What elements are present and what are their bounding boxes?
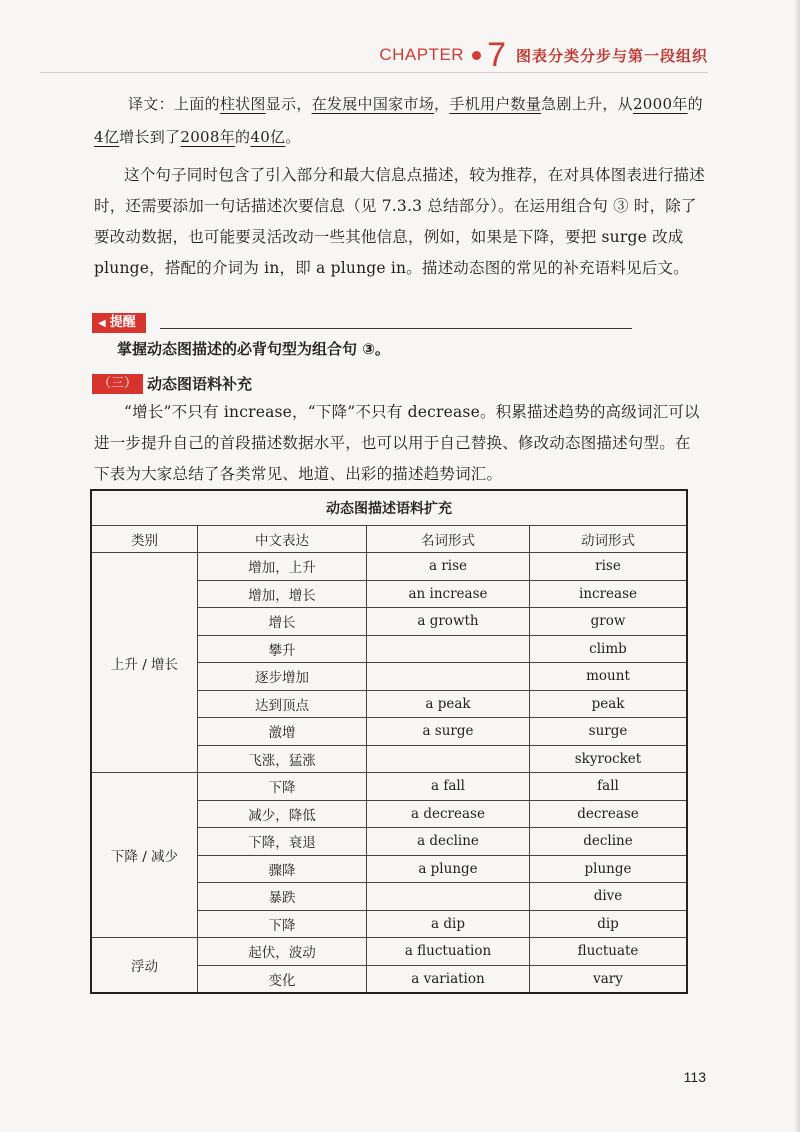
translation-text: 的 [687,95,703,113]
underlined-phrase: 柱状图 [219,95,266,113]
chinese-cell: 增加，增长 [198,580,367,608]
table-caption-row [91,490,687,526]
table-caption: 动态图描述语料扩充 [91,490,687,526]
reminder-label-text: 提醒 [109,315,136,330]
verb-cell: vary [530,965,688,993]
page-number: 113 [683,1069,706,1085]
noun-cell: an increase [367,580,530,608]
verb-cell: surge [530,718,688,746]
chinese-cell: 下降 [198,773,367,801]
verb-cell: decline [530,828,688,856]
noun-cell: a rise [367,553,530,581]
underlined-phrase: 2000年 [632,95,688,113]
verb-cell: decrease [530,800,688,828]
noun-cell: a fall [367,773,530,801]
translation-text: 。 [285,128,301,146]
underlined-phrase: 在发展中国家市场 [311,95,435,113]
header-divider [40,72,708,73]
noun-cell: a growth [367,608,530,636]
chapter-title: 图表分类分步与第一段组织 [515,46,708,65]
verb-cell: fall [530,773,688,801]
verb-cell: mount [530,663,688,691]
translation-text: 的 [235,128,251,146]
page-edge [794,0,800,1132]
section-number: （三） [92,374,143,394]
noun-cell: a dip [367,910,530,938]
verb-cell: climb [530,635,688,663]
noun-cell [367,745,530,773]
verb-cell: dive [530,883,688,911]
verb-cell: plunge [530,855,688,883]
chinese-cell: 达到顶点 [198,690,367,718]
noun-cell: a decrease [367,800,530,828]
reminder-rule [160,328,632,329]
underlined-phrase: 4亿 [94,128,120,146]
noun-cell [367,663,530,691]
chinese-cell: 攀升 [198,635,367,663]
arrow-left-icon: ◀ [98,318,106,329]
chinese-cell: 变化 [198,965,367,993]
noun-cell: a decline [367,828,530,856]
header-noun: 名词形式 [367,526,530,553]
noun-cell: a plunge [367,855,530,883]
chinese-cell: 增长 [198,608,367,636]
translation-text: 译文：上面的 [128,95,220,113]
verb-cell: skyrocket [530,745,688,773]
translation-text: 显示， [265,95,312,113]
header-verb: 动词形式 [530,526,688,553]
table-row [91,553,687,581]
translation-text: ， [434,95,450,113]
underlined-phrase: 40亿 [250,128,286,146]
chinese-cell: 增加，上升 [198,553,367,581]
verb-cell: fluctuate [530,938,688,966]
table-row [91,938,687,966]
reminder-text: 掌握动态图描述的必背句型为组合句 ③。 [117,340,390,358]
chinese-cell: 激增 [198,718,367,746]
chinese-cell: 骤降 [198,855,367,883]
noun-cell: a variation [367,965,530,993]
chinese-cell: 逐步增加 [198,663,367,691]
table-row [91,773,687,801]
noun-cell [367,635,530,663]
category-cell: 浮动 [91,938,198,994]
chapter-number: 7 [487,36,506,74]
reminder-banner [92,313,632,335]
verb-cell: increase [530,580,688,608]
chinese-cell: 下降，衰退 [198,828,367,856]
noun-cell: a surge [367,718,530,746]
chinese-cell: 减少，降低 [198,800,367,828]
verb-cell: peak [530,690,688,718]
underlined-phrase: 手机用户数量 [449,95,542,113]
chapter-dot-icon [472,51,481,60]
noun-cell: a peak [367,690,530,718]
category-cell: 上升 / 增长 [91,553,198,773]
section-heading [92,373,252,394]
body-paragraph: 这个句子同时包含了引入部分和最大信息点描述，较为推荐，在对具体图表进行描述时，还需要添加一句话描述次要信息（见 7.3.3 总结部分）。在运用组合句 ③ 时，除了要改动数据，也可能要灵活改动一些其他信息，例如，如果是下降，要把 surge 改成 plunge，搭配的介词为 in，即 a plunge in。描述动态图的常见的补充语料见后文。 [94,166,705,277]
chapter-header [379,38,708,72]
reminder-label [92,313,146,333]
chinese-cell: 下降 [198,910,367,938]
table-header-row [91,526,687,553]
header-category: 类别 [91,526,198,553]
noun-cell: a fluctuation [367,938,530,966]
translation-text: 急剧上升，从 [541,95,633,113]
chinese-cell: 飞涨，猛涨 [198,745,367,773]
translation-text: 增长到了 [119,128,181,146]
table-body [91,490,687,993]
chinese-cell: 暴跌 [198,883,367,911]
header-chinese: 中文表达 [198,526,367,553]
verb-cell: rise [530,553,688,581]
noun-cell [367,883,530,911]
translation-paragraph [94,88,706,154]
underlined-phrase: 2008年 [180,128,236,146]
chinese-cell: 起伏，波动 [198,938,367,966]
category-cell: 下降 / 减少 [91,773,198,938]
section-paragraph: “增长”不只有 increase，“下降”不只有 decrease。积累描述趋势的高级词汇可以进一步提升自己的首段描述数据水平，也可以用于自己替换、修改动态图描述句型。在下表为大家总结了各类常见、地道、出彩的描述趋势词汇。 [94,403,700,483]
vocabulary-table [90,489,688,994]
verb-cell: grow [530,608,688,636]
verb-cell: dip [530,910,688,938]
section-title: 动态图语料补充 [147,375,253,393]
chapter-word: CHAPTER [379,45,465,64]
